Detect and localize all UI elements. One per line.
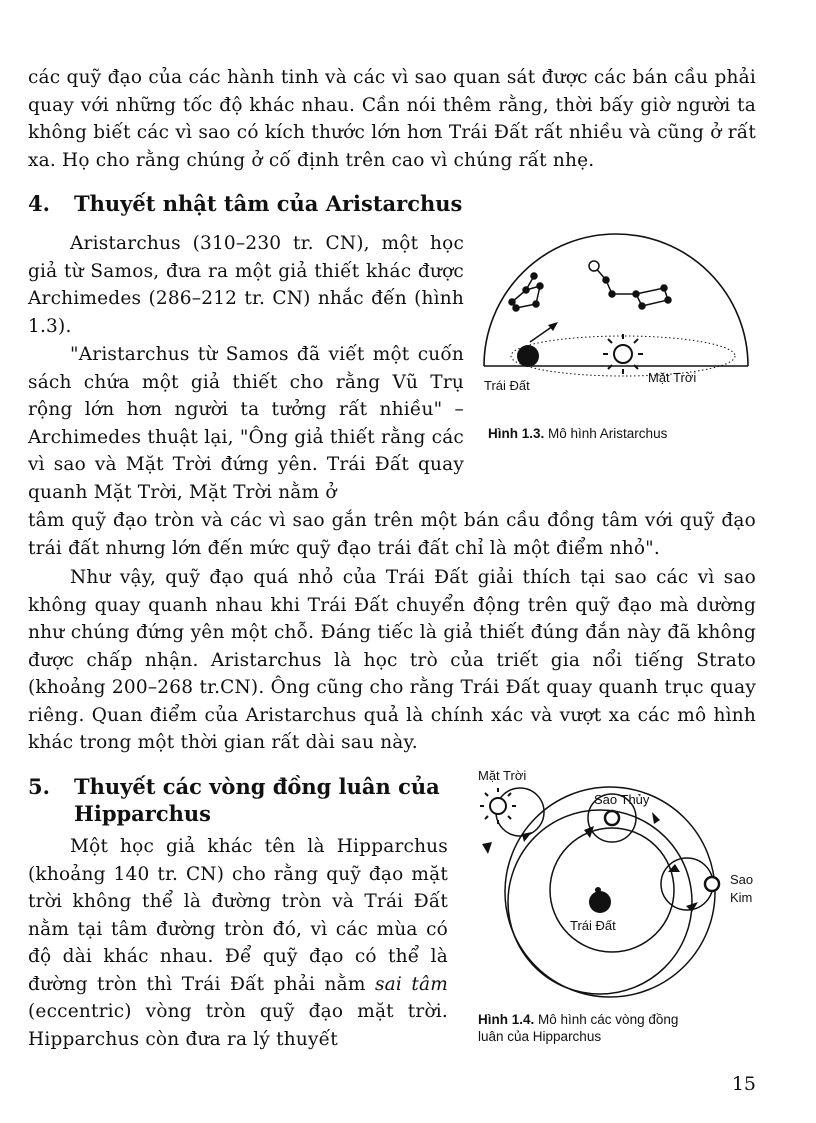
section-4-title: Thuyết nhật tâm của Aristarchus [74,191,463,216]
caption-line-1: Mô hình các vòng đồng [534,1012,679,1027]
constellation-right [589,261,671,309]
section-4-paragraph-3: Như vậy, quỹ đạo quá nhỏ của Trái Đất giải thích tại sao các vì sao không quay quanh nhau khi Trái Đất chuyển động trên quỹ đạo mà dường như chúng đứng yên một chỗ. Đáng tiếc là giả thiết đúng đắn này đã không được chấp nhận. Aristarchus là học trò của triết gia nổi tiếng Strato (khoảng 200–268 tr.CN). Ông cũng cho rằng Trái Đất quay quanh trục quay riêng. Quan điểm của Aristarchus quả là chính xác và vượt xa các mô hình khác trong một thời gian rất dài sau này. [28,567,756,753]
section-4-paragraph-2: "Aristarchus từ Samos đã viết một cuốn sách chứa một giả thiết cho rằng Vũ Trụ rộng lớn hơn người ta tưởng rất nhiều" – Archimedes thuật lại, "Ông giả thiết rằng các vì sao và Mặt Trời đứng yên. Trái Đất quay quanh Mặt Trời, Mặt Trời nằm ở [28,344,464,503]
intro-paragraph: các quỹ đạo của các hành tinh và các vì sao quan sát được các bán cầu phải quay với những tốc độ khác nhau. Cần nói thêm rằng, thời bấy giờ người ta không biết các vì sao có kích thước lớn hơn Trái Đất rất nhiều và cũng ở rất xa. Họ cho rằng chúng ở cố định trên cao vì chúng rất nhẹ. [28,67,756,171]
section-5-title-line-2: Hipparchus [74,801,212,826]
label-sun: Mặt Trời [648,370,697,385]
label-earth: Trái Đất [570,918,616,933]
label-sun: Mặt Trời [478,768,527,783]
caption-text: Mô hình Aristarchus [544,426,668,441]
venus-icon [705,877,719,891]
label-mercury: Sao Thủy [594,792,650,807]
page-number: 15 [731,1073,756,1095]
label-venus-line-2: Kim [730,890,753,905]
constellation-left [509,273,543,311]
figure-1-3-caption [488,425,667,442]
mercury-icon [605,811,619,825]
caption-line-2: luân của Hipparchus [478,1029,602,1044]
section-5-heading [28,773,440,827]
caption-number: Hình 1.3. [488,426,545,441]
figure-hipparchus-model [462,762,772,1000]
section-4-paragraph-1: Aristarchus (310–230 tr. CN), một học giả từ Samos, đưa ra một giả thiết khác được Archimedes (286–212 tr. CN) nhắc đến (hình 1.3). [28,233,464,337]
label-earth: Trái Đất [484,378,530,393]
motion-arrow [530,326,553,342]
section-5-title-line-1: Thuyết các vòng đồng luân của [74,774,440,799]
section-5-text-before: Một học giả khác tên là Hipparchus (khoảng 140 tr. CN) cho rằng quỹ đạo mặt trời không thể là đường tròn và Trái Đất nằm tại tâm đường tròn đó, vì các mùa có độ dài khác nhau. Để quỹ đạo có thể là đường tròn thì Trái Đất phải nằm [28,836,448,995]
section-5-text-after: (eccentric) vòng tròn quỹ đạo mặt trời. Hipparchus còn đưa ra lý thuyết [28,1001,448,1050]
section-4-heading [28,190,462,217]
section-5-number: 5. [28,774,50,799]
earth-icon [589,887,611,913]
figure-1-4-caption [478,1011,678,1045]
caption-number: Hình 1.4. [478,1012,535,1027]
section-5-paragraph-1 [28,833,448,1053]
figure-aristarchus-model [478,228,750,400]
section-4-paragraph-2-continued: tâm quỹ đạo tròn và các vì sao gắn trên một bán cầu đồng tâm với quỹ đạo trái đất nhưng lớn đến mức quỹ đạo trái đất chỉ là một điểm nhỏ". [28,510,756,559]
section-4-number: 4. [28,191,50,216]
earth-icon [517,345,539,367]
label-venus-line-1: Sao [730,872,754,887]
sun-icon [603,334,643,374]
sun-icon [480,788,516,824]
inner-orbit [550,828,674,952]
section-5-emphasis: sai tâm [374,973,448,995]
